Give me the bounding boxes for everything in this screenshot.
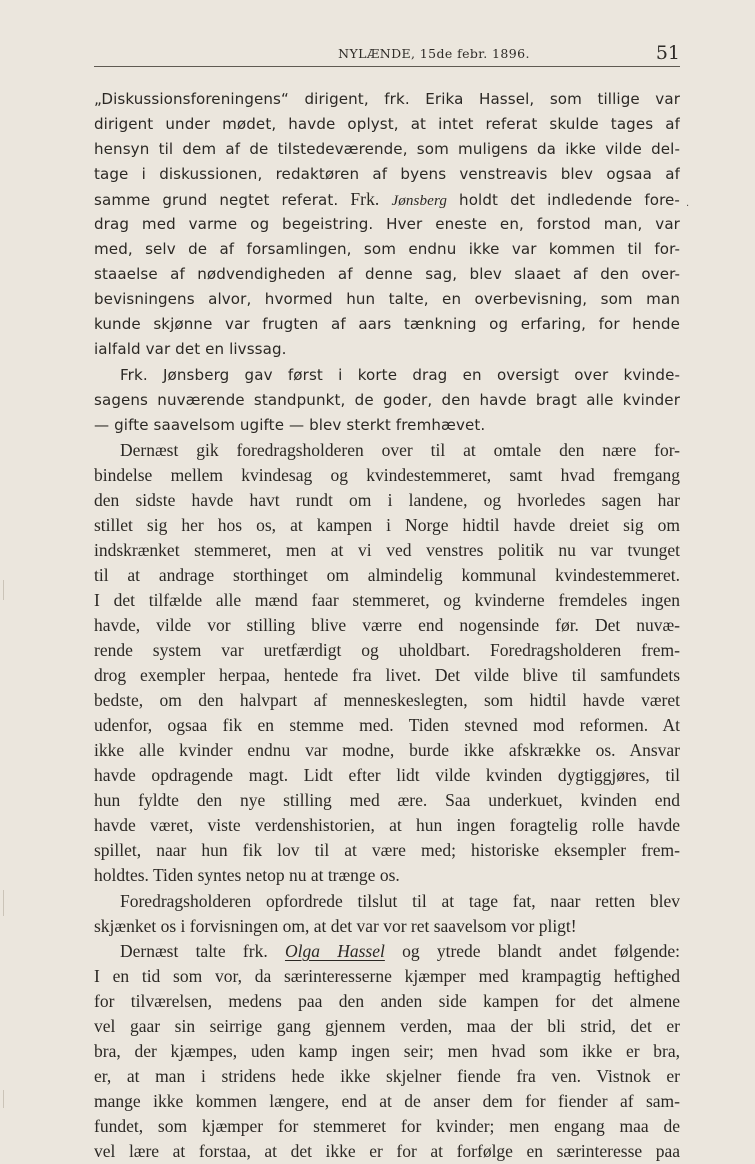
text-line: rende system var uretfærdigt og uholdbart. Foredragsholderen frem-: [94, 640, 680, 661]
text-line: — gifte saavelsom ugifte — blev sterkt fremhævet.: [94, 415, 486, 434]
text-line: bedste, om den halvpart af menneskeslegten, som hidtil havde været: [94, 690, 680, 711]
text-line: havde været, viste verdenshistorien, at hun ingen foragtelig rolle havde: [94, 815, 680, 836]
text-line: mange ikke kommen længere, end at de anser dem for fiender af sam-: [94, 1090, 680, 1111]
margin-mark: .: [686, 198, 690, 209]
text-line: med, selv de af forsamlingen, som endnu ikke var kommen til for-: [94, 240, 680, 259]
page-header: [94, 42, 680, 68]
text-line: for tilværelsen, medens paa den anden side kampen for det almene: [94, 990, 680, 1011]
page-edge-mark: [3, 890, 4, 916]
header-rule: [94, 66, 680, 67]
text-line: vel lære at forstaa, at det ikke er for at forfølge en særinteresse paa: [94, 1140, 680, 1161]
text-line-segment: holdt det indledende fore-: [459, 191, 680, 210]
text-line: Foredragsholderen opfordrede tilslut til at tage fat, naar retten blev: [120, 890, 680, 911]
text-line: ikke alle kvinder endnu var modne, burde ikke afskrække os. Ansvar: [94, 740, 680, 761]
text-line: bra, der kjæmpes, uden kamp ingen seir; men hvad som ikke er bra,: [94, 1040, 680, 1061]
text-line: ialfald var det en livssag.: [94, 340, 287, 359]
text-line: holdtes. Tiden syntes netop nu at trænge os.: [94, 865, 400, 886]
text-line: drag med varme og begeistring. Hver eneste en, forstod man, var: [94, 215, 680, 234]
text-line: udenfor, ogsaa fik en stemme med. Tiden stevned mod reformen. At: [94, 715, 680, 736]
text-line: I en tid som vor, da særinteresserne kjæmper med krampagtig heftighed: [94, 965, 680, 986]
running-head: NYLÆNDE, 15de febr. 1896.: [338, 46, 530, 61]
text-line-segment: samme grund negtet referat.: [94, 191, 339, 210]
text-line: [94, 187, 680, 212]
text-line: hun fyldte den nye stilling med ære. Saa underkuet, kvinden end: [94, 790, 680, 811]
text-line: staaelse af nødvendigheden af denne sag, blev slaaet af den over-: [94, 265, 680, 284]
text-line: stillet sig her hos os, at kampen i Norge hidtil havde dreiet sig om: [94, 514, 680, 535]
text-line: sagens nuværende standpunkt, de goder, den havde bragt alle kvinder: [94, 390, 680, 409]
text-line: tage i diskussionen, redaktøren af byens venstreavis blev ogsaa af: [94, 165, 680, 184]
text-line: havde, vilde vor stilling blive værre end nogensinde før. Det nuvæ-: [94, 614, 680, 635]
text-line: fundet, som kjæmper for stemmeret for kvinder; men engang maa de: [94, 1115, 680, 1136]
text-line-segment: Frk.: [350, 189, 380, 210]
text-line: Dernæst gik foredragsholderen over til at omtale den nære for-: [120, 439, 680, 460]
text-line: drog exempler herpaa, hentede fra livet. Det vilde blive til samfundets: [94, 665, 680, 686]
text-line: „Diskussionsforeningens“ dirigent, frk. Erika Hassel, som tillige var: [94, 90, 680, 108]
text-line-segment: og ytrede blandt andet følgende:: [402, 940, 680, 961]
text-line: vel gaar sin seirrige gang gjennem verden, maa der bli strid, det er: [94, 1015, 680, 1036]
text-line: I det tilfælde alle mænd faar stemmeret, og kvinderne fremdeles ingen: [94, 589, 680, 610]
text-line: bindelse mellem kvindesag og kvindestemmeret, samt hvad fremgang: [94, 464, 680, 485]
text-line: er, at man i stridens hede ikke skjelner fiende fra ven. Vistnok er: [94, 1065, 680, 1086]
text-line: skjænket os i forvisningen om, at det var vor ret saavelsom vor pligt!: [94, 915, 577, 936]
speaker-name: Olga Hassel: [284, 940, 385, 961]
speaker-name: Jønsberg: [391, 193, 448, 210]
text-line: bevisningens alvor, hvormed hun talte, en overbevisning, som man: [94, 290, 680, 309]
text-line: spillet, naar hun fik lov til at være med; historiske eksempler frem-: [94, 840, 680, 861]
text-line: den sidste havde havt rundt om i landene, og hvorledes sagen har: [94, 489, 680, 510]
page-number: 51: [655, 42, 680, 64]
text-line: indskrænket stemmeret, men at vi ved venstres politik nu var tvunget: [94, 539, 680, 560]
text-line: [94, 939, 680, 964]
page-edge-mark: [3, 1090, 4, 1108]
article-body: [94, 87, 680, 1164]
page-edge-mark: [3, 580, 4, 600]
text-line: kunde skjønne var frugten af aars tænkning og erfaring, for hende: [94, 315, 680, 334]
text-line: hensyn til dem af de tilstedeværende, som muligens da ikke vilde del-: [94, 140, 680, 159]
text-line: havde opdragende magt. Lidt efter lidt vilde kvinden dygtiggjøres, til: [94, 765, 680, 786]
text-line-segment: Dernæst talte frk.: [120, 940, 268, 961]
text-line: dirigent under mødet, havde oplyst, at intet referat skulde tages af: [94, 115, 680, 134]
text-line: til at andrage storthinget om almindelig kommunal kvindestemmeret.: [94, 564, 680, 585]
text-line: Frk. Jønsberg gav først i korte drag en oversigt over kvinde-: [120, 365, 680, 384]
